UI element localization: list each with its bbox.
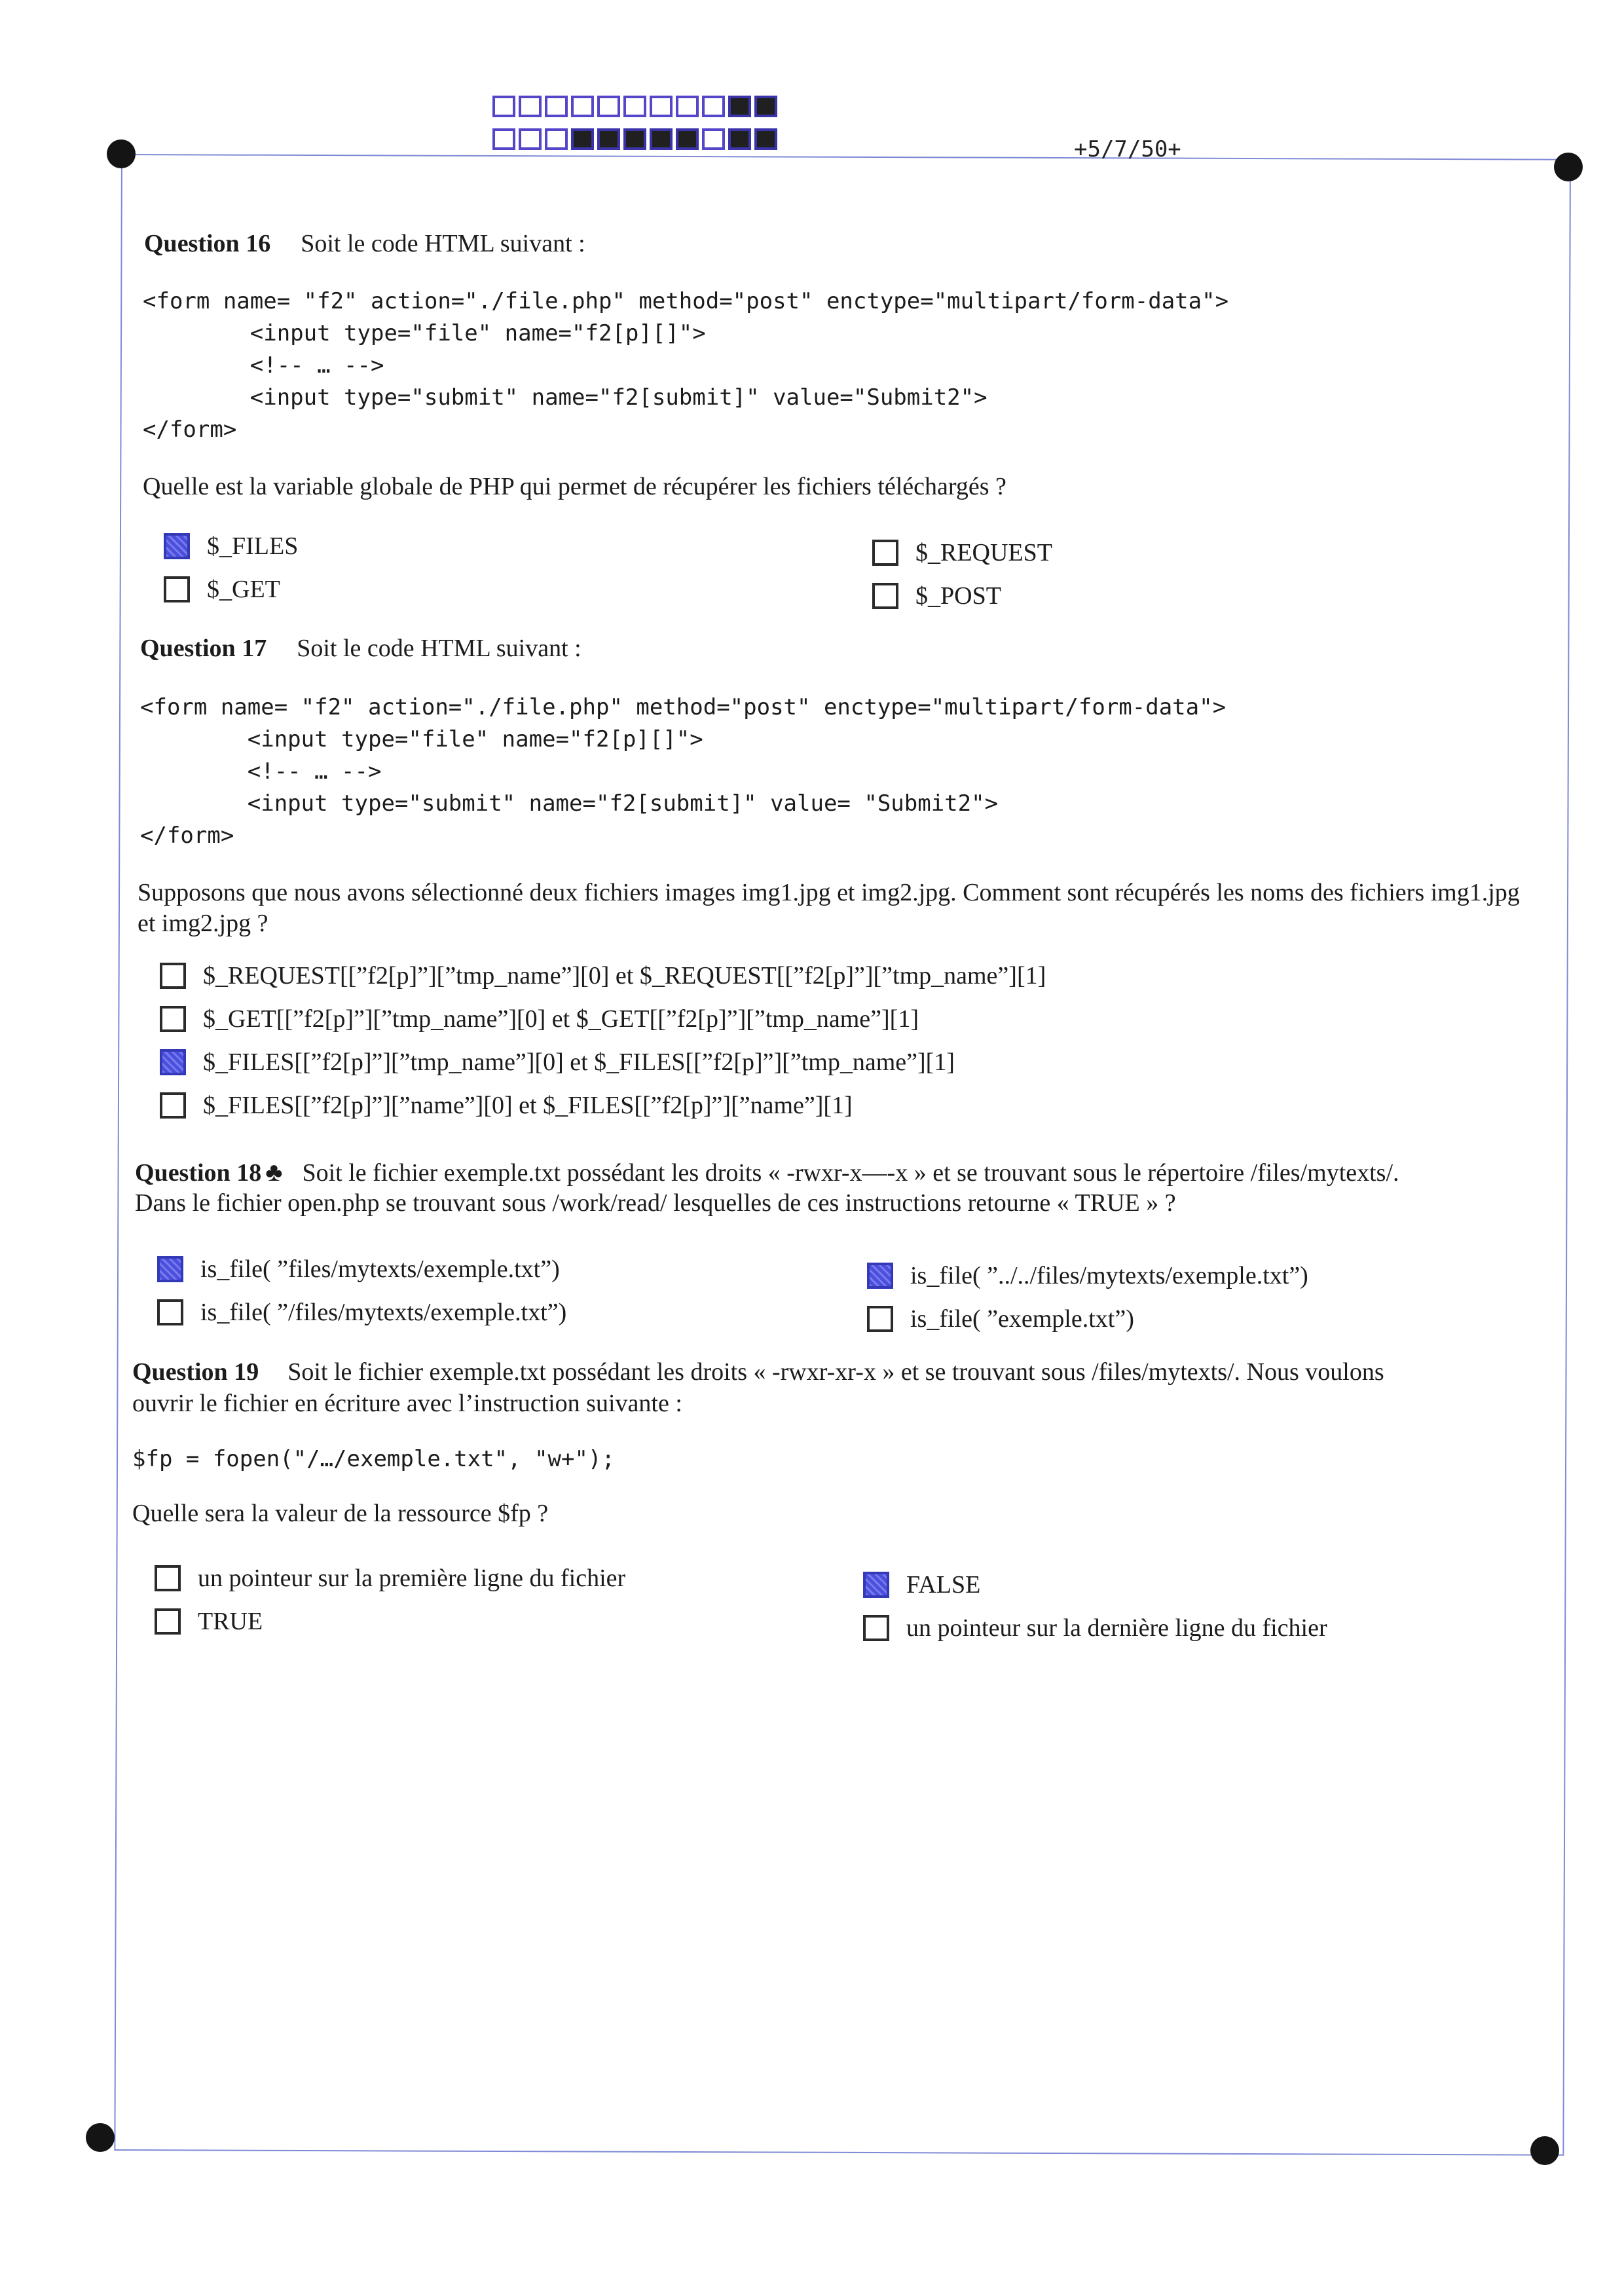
barcode-row-2-cell	[650, 128, 673, 150]
question-19-text-1: Soit le fichier exemple.txt possédant les droits « -rwxr-xr-x » et se trouvant sous /files/mytexts/. Nous voulons	[287, 1358, 1384, 1386]
question-19-code: $fp = fopen("/…/exemple.txt", "w+");	[132, 1446, 615, 1472]
barcode-row-2-cell	[571, 128, 594, 150]
q18-choice-parent-files[interactable]	[867, 1261, 1308, 1290]
choice-label: un pointeur sur la dernière ligne du fichier	[906, 1614, 1327, 1642]
checkbox[interactable]	[160, 963, 186, 989]
question-17-code: <form name= "f2" action="./file.php" method="post" enctype="multipart/form-data"> <input type="file" name="f2[p][]"> <!-- … --> <input type="submit" name="f2[submit]" value= "Submit2"> </form>	[140, 694, 1227, 849]
question-18-text-1: Soit le fichier exemple.txt possédant les droits « -rwxr-x—-x » et se trouvant sous le répertoire /files/mytexts/.	[302, 1159, 1399, 1187]
barcode-row-1-cell	[650, 96, 673, 117]
barcode-row-1-cell	[545, 96, 568, 117]
page-id: +5/7/50+	[1074, 136, 1181, 162]
question-19-label: Question 19	[132, 1358, 259, 1386]
question-16-intro: Soit le code HTML suivant :	[301, 230, 585, 257]
barcode-row-2-cell	[545, 128, 568, 150]
corner-dot-bottom-left	[86, 2123, 115, 2152]
question-17-title	[140, 634, 581, 663]
checkbox[interactable]	[863, 1615, 889, 1641]
checkbox[interactable]	[164, 533, 190, 559]
question-17-label: Question 17	[140, 635, 267, 662]
checkbox[interactable]	[160, 1006, 186, 1032]
checkbox[interactable]	[867, 1306, 893, 1332]
choice-label: $_FILES[[”f2[p]”][”name”][0] et $_FILES[[”f2[p]”][”name”][1]	[203, 1092, 853, 1119]
barcode-row-2-cell	[519, 128, 542, 150]
q17-choice-request[interactable]	[160, 961, 1046, 990]
q17-choice-files-tmp-name[interactable]	[160, 1048, 955, 1077]
question-16-code: <form name= "f2" action="./file.php" method="post" enctype="multipart/form-data"> <input type="file" name="f2[p][]"> <!-- … --> <input type="submit" name="f2[submit]" value="Submit2"> </form>	[143, 288, 1229, 443]
q16-choice-request[interactable]	[872, 538, 1052, 567]
choice-label: $_FILES	[207, 532, 299, 560]
question-18-label: Question 18	[135, 1159, 262, 1187]
question-19-header	[132, 1357, 1384, 1388]
barcode-row-2-cell	[702, 128, 725, 150]
barcode-row-1-cell	[492, 96, 515, 117]
choice-label: $_FILES[[”f2[p]”][”tmp_name”][0] et $_FILES[[”f2[p]”][”tmp_name”][1]	[203, 1048, 955, 1076]
barcode-row-1	[492, 96, 781, 117]
barcode-row-2-cell	[728, 128, 751, 150]
checkbox[interactable]	[155, 1608, 181, 1635]
checkbox[interactable]	[157, 1256, 183, 1282]
question-17-text: Supposons que nous avons sélectionné deux fichiers images img1.jpg et img2.jpg. Comment sont récupérés les noms des fichiers img1.jpg et img2.jpg ?	[138, 879, 1520, 937]
checkbox[interactable]	[157, 1299, 183, 1325]
choice-label: TRUE	[198, 1608, 263, 1635]
barcode-row-2-cell	[754, 128, 777, 150]
choice-label: is_file( ”files/mytexts/exemple.txt”)	[200, 1255, 560, 1283]
q18-choice-relative-files[interactable]	[157, 1255, 560, 1284]
barcode-row-1-cell	[519, 96, 542, 117]
question-17-intro: Soit le code HTML suivant :	[297, 635, 581, 662]
corner-dot-top-right	[1554, 153, 1583, 181]
barcode-row-1-cell	[676, 96, 699, 117]
barcode-row-1-cell	[571, 96, 594, 117]
choice-label: is_file( ”../../files/mytexts/exemple.txt”)	[910, 1262, 1308, 1289]
choice-label: $_REQUEST	[915, 539, 1052, 566]
question-16-text: Quelle est la variable globale de PHP qui permet de récupérer les fichiers téléchargés ?	[143, 473, 1006, 500]
question-16-title	[144, 229, 585, 258]
checkbox[interactable]	[872, 583, 898, 609]
checkbox[interactable]	[867, 1263, 893, 1289]
choice-label: is_file( ”/files/mytexts/exemple.txt”)	[200, 1299, 567, 1326]
checkbox[interactable]	[155, 1565, 181, 1591]
choice-label: is_file( ”exemple.txt”)	[910, 1305, 1134, 1333]
checkbox[interactable]	[872, 540, 898, 566]
choice-label: $_GET	[207, 576, 280, 603]
q19-choice-true[interactable]	[155, 1607, 263, 1636]
question-18-header	[135, 1157, 1399, 1189]
q19-choice-first-line[interactable]	[155, 1564, 625, 1593]
q19-choice-last-line[interactable]	[863, 1614, 1327, 1642]
corner-dot-bottom-right	[1530, 2136, 1559, 2165]
q19-choice-false[interactable]	[863, 1570, 980, 1599]
q18-choice-absolute-files[interactable]	[157, 1298, 566, 1327]
choice-label: $_REQUEST[[”f2[p]”][”tmp_name”][0] et $_REQUEST[[”f2[p]”][”tmp_name”][1]	[203, 962, 1046, 990]
barcode-row-2-cell	[597, 128, 620, 150]
choice-label: $_GET[[”f2[p]”][”tmp_name”][0] et $_GET[[”f2[p]”][”tmp_name”][1]	[203, 1005, 919, 1033]
q16-choice-post[interactable]	[872, 582, 1001, 610]
barcode-row-2-cell	[623, 128, 646, 150]
choice-label: un pointeur sur la première ligne du fichier	[198, 1565, 626, 1592]
question-19-text-3: Quelle sera la valeur de la ressource $fp ?	[132, 1500, 549, 1527]
barcode-row-1-cell	[702, 96, 725, 117]
barcode-row-2-cell	[492, 128, 515, 150]
question-16-label: Question 16	[144, 230, 271, 257]
question-18-text-2: Dans le fichier open.php se trouvant sous /work/read/ lesquelles de ces instructions retourne « TRUE » ?	[135, 1189, 1176, 1217]
choice-label: $_POST	[915, 582, 1001, 610]
barcode-row-1-cell	[754, 96, 777, 117]
q17-choice-files-name[interactable]	[160, 1091, 853, 1120]
q16-choice-files[interactable]	[164, 532, 298, 561]
checkbox[interactable]	[160, 1092, 186, 1119]
club-icon: ♣	[265, 1157, 283, 1187]
page-border	[114, 154, 1571, 2156]
corner-dot-top-left	[107, 139, 136, 168]
barcode-row-2-cell	[676, 128, 699, 150]
choice-label: FALSE	[906, 1571, 981, 1599]
barcode-row-1-cell	[623, 96, 646, 117]
barcode-row-1-cell	[597, 96, 620, 117]
question-19-text-2: ouvrir le fichier en écriture avec l’instruction suivante :	[132, 1390, 682, 1417]
q17-choice-get[interactable]	[160, 1005, 919, 1033]
barcode-row-2	[492, 128, 781, 150]
q16-choice-get[interactable]	[164, 575, 280, 604]
checkbox[interactable]	[164, 576, 190, 602]
checkbox[interactable]	[160, 1049, 186, 1075]
barcode-row-1-cell	[728, 96, 751, 117]
q18-choice-exemple[interactable]	[867, 1305, 1134, 1333]
checkbox[interactable]	[863, 1572, 889, 1598]
